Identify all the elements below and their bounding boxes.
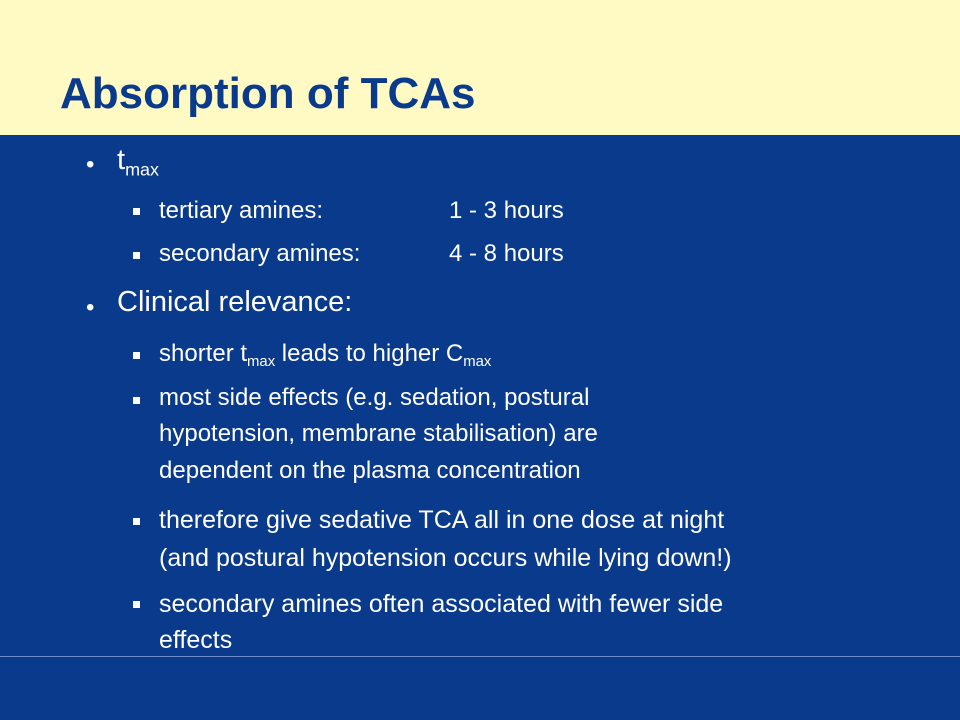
clinical-item-2-line-2: hypotension, membrane stabilisation) are	[159, 420, 598, 447]
title-band	[0, 0, 960, 135]
clinical-item-1-part2: leads to higher C	[275, 340, 464, 367]
tertiary-value: 1 - 3 hours	[449, 197, 564, 224]
clinical-item-4-line-1: secondary amines often associated with fewer side	[159, 590, 724, 618]
footer-divider	[0, 656, 960, 657]
bullet-dot: •	[86, 294, 95, 321]
clinical-item-1-sub2: max	[463, 354, 492, 371]
bullet-tmax	[117, 143, 159, 178]
slide-content	[0, 135, 960, 720]
tmax-item-secondary	[159, 240, 564, 269]
bullet-dot: •	[86, 151, 95, 178]
square-bullet-icon	[133, 208, 140, 215]
tertiary-label: tertiary amines:	[159, 197, 324, 224]
square-bullet-icon	[133, 252, 140, 259]
clinical-item-1-sub1: max	[247, 354, 276, 371]
secondary-label: secondary amines:	[159, 240, 361, 267]
square-bullet-icon	[133, 352, 140, 359]
clinical-item-1-part1: shorter t	[159, 340, 248, 367]
clinical-item-2-line-3: dependent on the plasma concentration	[159, 457, 581, 484]
slide-title: Absorption of TCAs	[60, 69, 476, 118]
secondary-value: 4 - 8 hours	[449, 240, 564, 267]
clinical-item-3-line-2: (and postural hypotension occurs while lying down!)	[159, 544, 732, 572]
square-bullet-icon	[133, 601, 140, 608]
tmax-item-tertiary	[159, 197, 564, 226]
clinical-item-4-line-2: effects	[159, 626, 233, 654]
clinical-item-3-line-1: therefore give sedative TCA all in one dose at night	[159, 506, 725, 534]
tmax-main: t	[117, 144, 126, 176]
square-bullet-icon	[133, 397, 140, 404]
clinical-item-1	[159, 340, 491, 369]
bullet-clinical-relevance: Clinical relevance:	[117, 286, 353, 318]
clinical-item-2-line-1: most side effects (e.g. sedation, postural	[159, 384, 590, 411]
square-bullet-icon	[133, 518, 140, 525]
tmax-sub: max	[125, 159, 160, 180]
